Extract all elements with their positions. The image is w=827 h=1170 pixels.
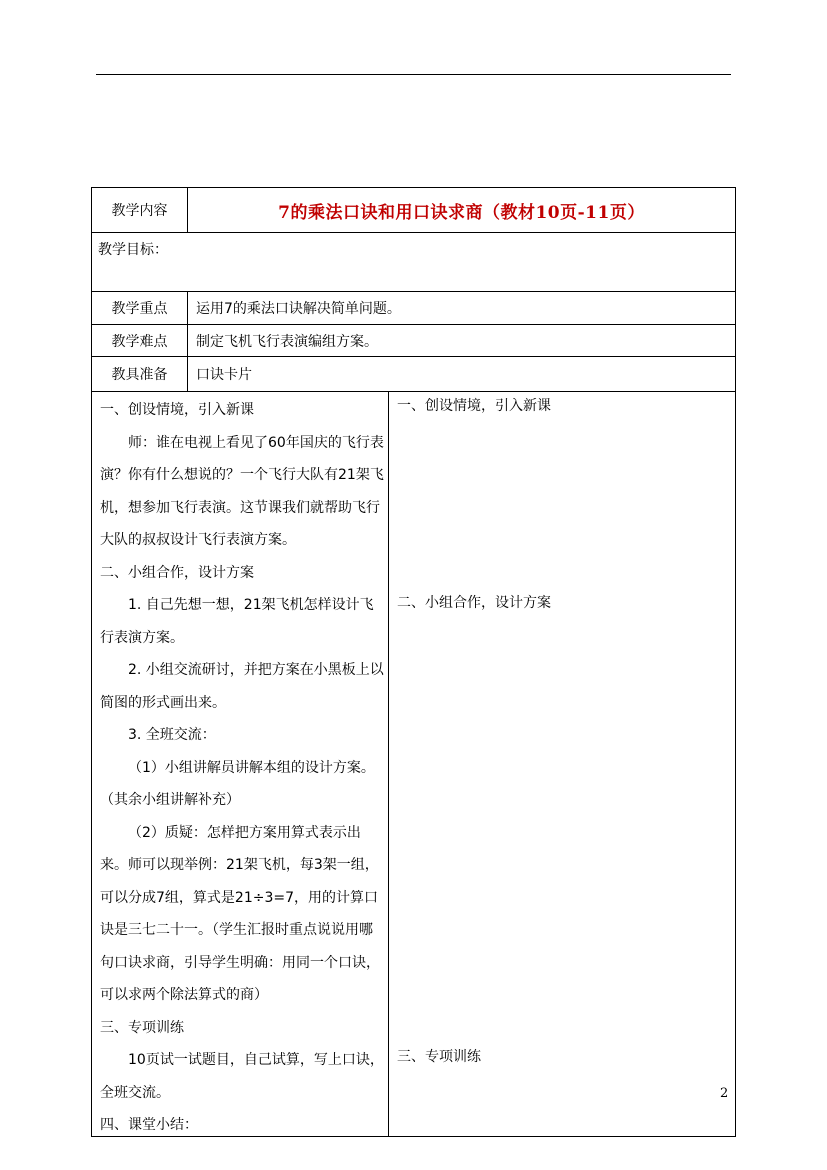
- difficulty-value: 制定飞机飞行表演编组方案。: [196, 333, 378, 350]
- title-row: [92, 188, 735, 233]
- materials-label: 教具准备: [92, 357, 188, 391]
- section-heading: 一、创设情境，引入新课: [100, 402, 254, 418]
- paragraph: 1. 自己先想一想，21架飞机怎样设计飞行表演方案。: [100, 597, 374, 646]
- process-section: [92, 392, 735, 1136]
- key-point-row: [92, 292, 735, 325]
- lesson-plan-table: [91, 187, 736, 1137]
- materials-value: 口诀卡片: [196, 367, 252, 383]
- header-rule: [96, 74, 731, 75]
- section-heading: 二、小组合作，设计方案: [100, 564, 254, 581]
- teacher-activity-column: [92, 392, 389, 1136]
- objectives-row: [92, 233, 735, 292]
- paragraph: （1）小组讲解员讲解本组的设计方案。（其余小组讲解补充）: [100, 759, 375, 808]
- key-point-label: 教学重点: [92, 292, 188, 324]
- right-heading: 三、专项训练: [397, 1049, 481, 1065]
- objectives-label: 教学目标：: [98, 242, 168, 258]
- paragraph: 3. 全班交流：: [128, 727, 216, 743]
- page-number: 2: [720, 1086, 729, 1101]
- difficulty-row: [92, 325, 735, 357]
- section-heading: 四、课堂小结：: [100, 1117, 198, 1133]
- right-heading: 二、小组合作，设计方案: [397, 595, 551, 611]
- lesson-title: 7的乘法口诀和用口诀求商（教材10页-11页）: [278, 202, 645, 223]
- materials-row: [92, 357, 735, 392]
- difficulty-label: 教学难点: [92, 325, 188, 356]
- paragraph: 2. 小组交流研讨，并把方案在小黑板上以简图的形式画出来。: [100, 662, 384, 711]
- title-label: 教学内容: [92, 188, 188, 232]
- paragraph: 10页试一试题目，自己试算，写上口诀，全班交流。: [100, 1052, 384, 1101]
- paragraph: （2）质疑：怎样把方案用算式表示出来。师可以现举例：21架飞机，每3架一组，可以分成7组，算式是21÷3=7，用的计算口诀是三七二十一。（学生汇报时重点说说用哪句口诀求商，引导学生明确：用同一个口诀，可以求两个除法算式的商）: [100, 824, 380, 1003]
- section-heading: 三、专项训练: [100, 1019, 184, 1036]
- student-activity-column: [389, 392, 735, 1136]
- key-point-value: 运用7的乘法口诀解决简单问题。: [196, 301, 401, 317]
- paragraph: 师：谁在电视上看见了60年国庆的飞行表演？你有什么想说的？一个飞行大队有21架飞机，想参加飞行表演。这节课我们就帮助飞行大队的叔叔设计飞行表演方案。: [100, 434, 384, 548]
- right-heading: 一、创设情境，引入新课: [397, 398, 551, 414]
